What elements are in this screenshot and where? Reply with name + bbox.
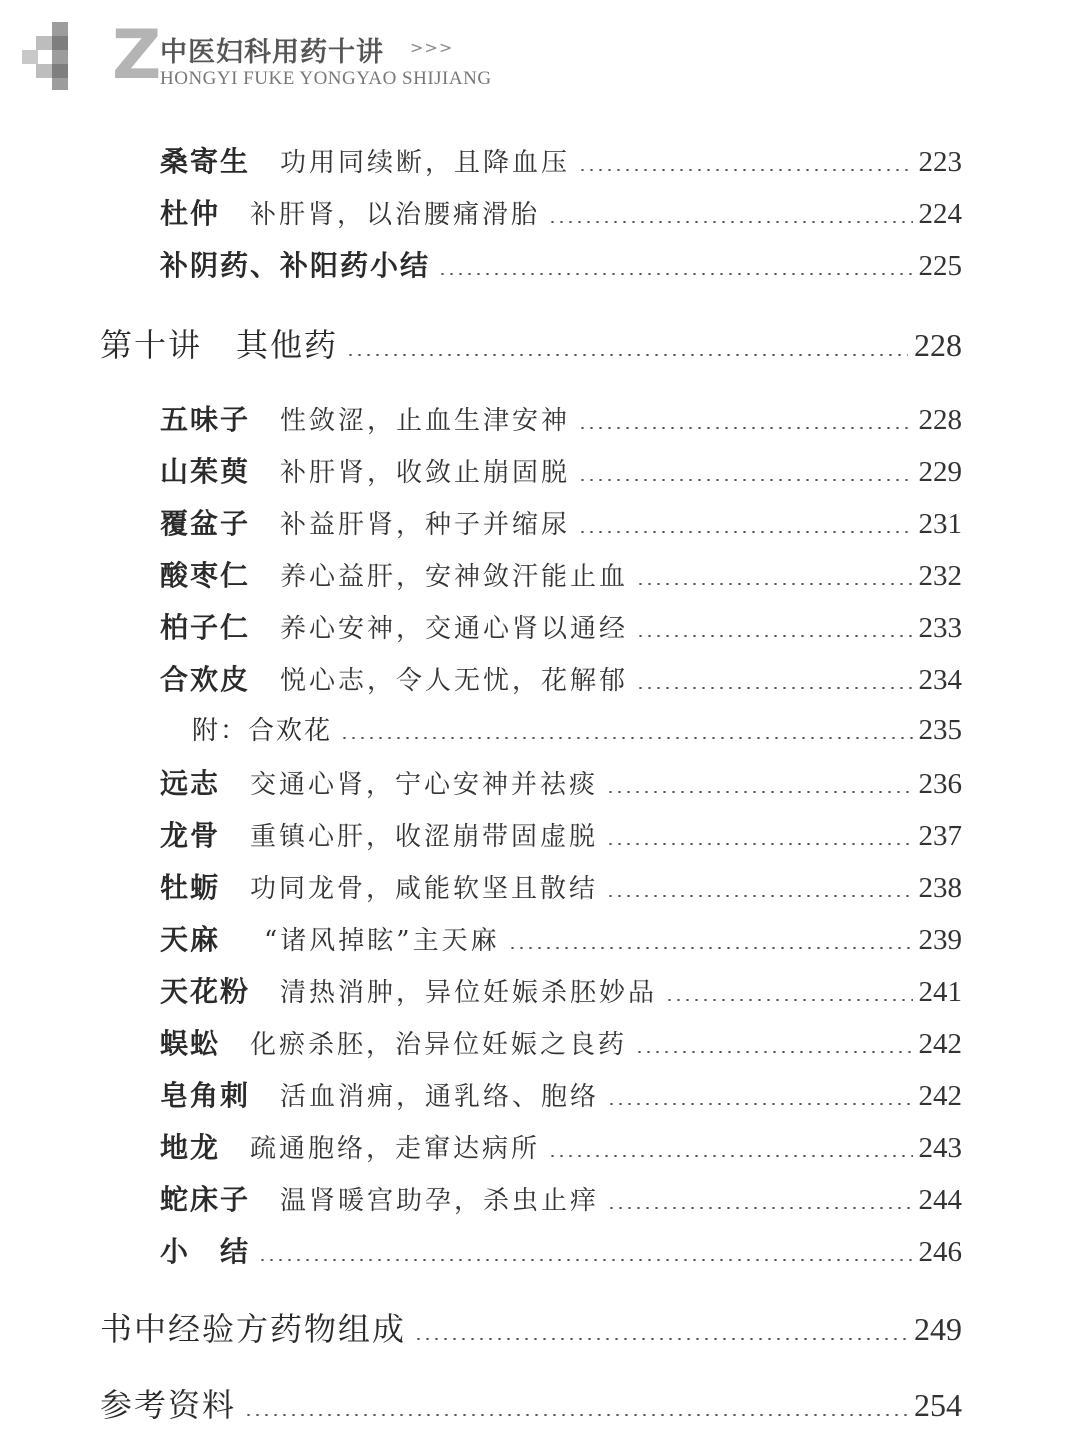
dot-leader xyxy=(607,1207,912,1209)
dot-leader xyxy=(548,221,912,223)
entry-name: 蛇床子 xyxy=(160,1183,251,1216)
toc-appendix[interactable] xyxy=(100,1304,962,1350)
entry-desc: 性敛涩，止血生津安神 xyxy=(280,406,571,436)
dot-leader xyxy=(606,791,912,793)
dot-leader xyxy=(607,1103,912,1105)
dot-leader xyxy=(636,583,912,585)
dot-leader xyxy=(346,354,908,356)
entry-page: 229 xyxy=(918,456,962,488)
dot-leader xyxy=(244,1414,908,1416)
entry-name: 牡蛎 xyxy=(160,871,221,904)
entry-page: 235 xyxy=(918,714,962,746)
dot-leader xyxy=(438,273,912,275)
entry-desc: 疏通胞络，走窜达病所 xyxy=(250,1134,541,1164)
toc-entry[interactable] xyxy=(160,1230,962,1270)
toc-subentry[interactable] xyxy=(192,710,962,747)
appendix-page: 254 xyxy=(914,1387,962,1423)
entry-desc: “诸风掉眩”主天麻 xyxy=(264,926,500,956)
entry-desc: 交通心肾，宁心安神并祛痰 xyxy=(250,770,599,800)
entry-name: 皂角刺 xyxy=(160,1079,251,1112)
toc-entry[interactable] xyxy=(160,140,962,180)
entry-page: 236 xyxy=(918,768,962,800)
entry-desc: 化瘀杀胚，治异位妊娠之良药 xyxy=(250,1030,628,1060)
entry-page: 239 xyxy=(918,924,962,956)
toc-entry[interactable] xyxy=(160,192,962,232)
entry-desc: 悦心志，令人无忧，花解郁 xyxy=(280,666,629,696)
entry-page: 224 xyxy=(918,198,962,230)
entry-desc: 清热消肿，异位妊娠杀胚妙品 xyxy=(280,978,658,1008)
dot-leader xyxy=(606,843,912,845)
entry-name: 附：合欢花 xyxy=(192,716,333,746)
entry-desc: 功用同续断，且降血压 xyxy=(280,148,571,178)
dot-leader xyxy=(635,1051,912,1053)
entry-page: 243 xyxy=(918,1132,962,1164)
entry-name: 小 结 xyxy=(160,1235,251,1268)
toc-entry[interactable] xyxy=(160,1074,962,1114)
entry-name: 远志 xyxy=(160,767,221,800)
toc-entry[interactable] xyxy=(160,970,962,1010)
toc-entry[interactable] xyxy=(160,866,962,906)
entry-page: 237 xyxy=(918,820,962,852)
header-arrows: >>> xyxy=(410,38,454,57)
appendix-title: 参考资料 xyxy=(100,1386,237,1424)
toc-entry[interactable] xyxy=(160,658,962,698)
toc-entry[interactable] xyxy=(160,554,962,594)
dot-leader xyxy=(258,1259,912,1261)
toc-entry[interactable] xyxy=(160,1126,962,1166)
logo-letter: Z xyxy=(112,16,160,95)
entry-page: 232 xyxy=(918,560,962,592)
entry-page: 242 xyxy=(918,1080,962,1112)
dot-leader xyxy=(665,999,912,1001)
entry-page: 246 xyxy=(918,1236,962,1268)
appendix-page: 249 xyxy=(914,1311,962,1347)
entry-name: 补阴药、补阳药小结 xyxy=(160,249,431,282)
dot-leader xyxy=(340,737,912,739)
toc-entry[interactable] xyxy=(160,398,962,438)
dot-leader xyxy=(578,479,912,481)
entry-name: 柏子仁 xyxy=(160,611,251,644)
dot-leader xyxy=(578,427,912,429)
dot-leader xyxy=(414,1338,908,1340)
entry-desc: 养心安神，交通心肾以通经 xyxy=(280,614,629,644)
chapter-page: 228 xyxy=(914,327,962,363)
entry-page: 241 xyxy=(918,976,962,1008)
toc-entry[interactable] xyxy=(160,762,962,802)
entry-desc: 重镇心肝，收涩崩带固虚脱 xyxy=(250,822,599,852)
entry-page: 242 xyxy=(918,1028,962,1060)
dot-leader xyxy=(606,895,912,897)
dot-leader xyxy=(578,531,912,533)
entry-name: 覆盆子 xyxy=(160,507,251,540)
dot-leader xyxy=(636,635,912,637)
book-title: 中医妇科用药十讲 xyxy=(160,37,384,68)
entry-page: 238 xyxy=(918,872,962,904)
book-title-pinyin: HONGYI FUKE YONGYAO SHIJIANG xyxy=(160,68,492,89)
entry-page: 234 xyxy=(918,664,962,696)
entry-desc: 补肝肾，以治腰痛滑胎 xyxy=(250,200,541,230)
entry-name: 龙骨 xyxy=(160,819,221,852)
entry-page: 223 xyxy=(918,146,962,178)
entry-name: 合欢皮 xyxy=(160,663,251,696)
toc-entry[interactable] xyxy=(160,1178,962,1218)
dot-leader xyxy=(636,687,912,689)
entry-name: 酸枣仁 xyxy=(160,559,251,592)
entry-name: 杜仲 xyxy=(160,197,221,230)
entry-desc: 补益肝肾，种子并缩尿 xyxy=(280,510,571,540)
entry-name: 地龙 xyxy=(160,1131,221,1164)
page-header xyxy=(0,0,1080,110)
dot-leader xyxy=(508,947,913,949)
toc-entry[interactable] xyxy=(160,450,962,490)
toc-chapter[interactable] xyxy=(100,320,962,366)
entry-name: 蜈蚣 xyxy=(160,1027,221,1060)
entry-name: 天花粉 xyxy=(160,975,251,1008)
entry-desc: 温肾暖宫助孕，杀虫止痒 xyxy=(280,1186,600,1216)
appendix-title: 书中经验方药物组成 xyxy=(100,1310,407,1348)
entry-name: 天麻 xyxy=(160,923,221,956)
entry-page: 233 xyxy=(918,612,962,644)
entry-page: 231 xyxy=(918,508,962,540)
dot-leader xyxy=(548,1155,912,1157)
entry-desc: 活血消痈，通乳络、胞络 xyxy=(280,1082,600,1112)
entry-name: 山茱萸 xyxy=(160,455,251,488)
entry-page: 225 xyxy=(918,250,962,282)
entry-name: 五味子 xyxy=(160,403,251,436)
dot-leader xyxy=(578,169,912,171)
entry-desc: 补肝肾，收敛止崩固脱 xyxy=(280,458,571,488)
toc-appendix[interactable] xyxy=(100,1380,962,1426)
toc-entry[interactable] xyxy=(160,918,962,958)
toc-entry[interactable] xyxy=(160,606,962,646)
toc-entry[interactable] xyxy=(160,814,962,854)
entry-desc: 养心益肝，安神敛汗能止血 xyxy=(280,562,629,592)
logo-mosaic-icon xyxy=(22,22,82,92)
entry-page: 244 xyxy=(918,1184,962,1216)
entry-desc: 功同龙骨，咸能软坚且散结 xyxy=(250,874,599,904)
entry-name: 桑寄生 xyxy=(160,145,251,178)
toc-entry[interactable] xyxy=(160,502,962,542)
toc-entry[interactable] xyxy=(160,1022,962,1062)
entry-page: 228 xyxy=(918,404,962,436)
chapter-title: 第十讲 其他药 xyxy=(100,326,339,364)
toc-entry[interactable] xyxy=(160,244,962,284)
